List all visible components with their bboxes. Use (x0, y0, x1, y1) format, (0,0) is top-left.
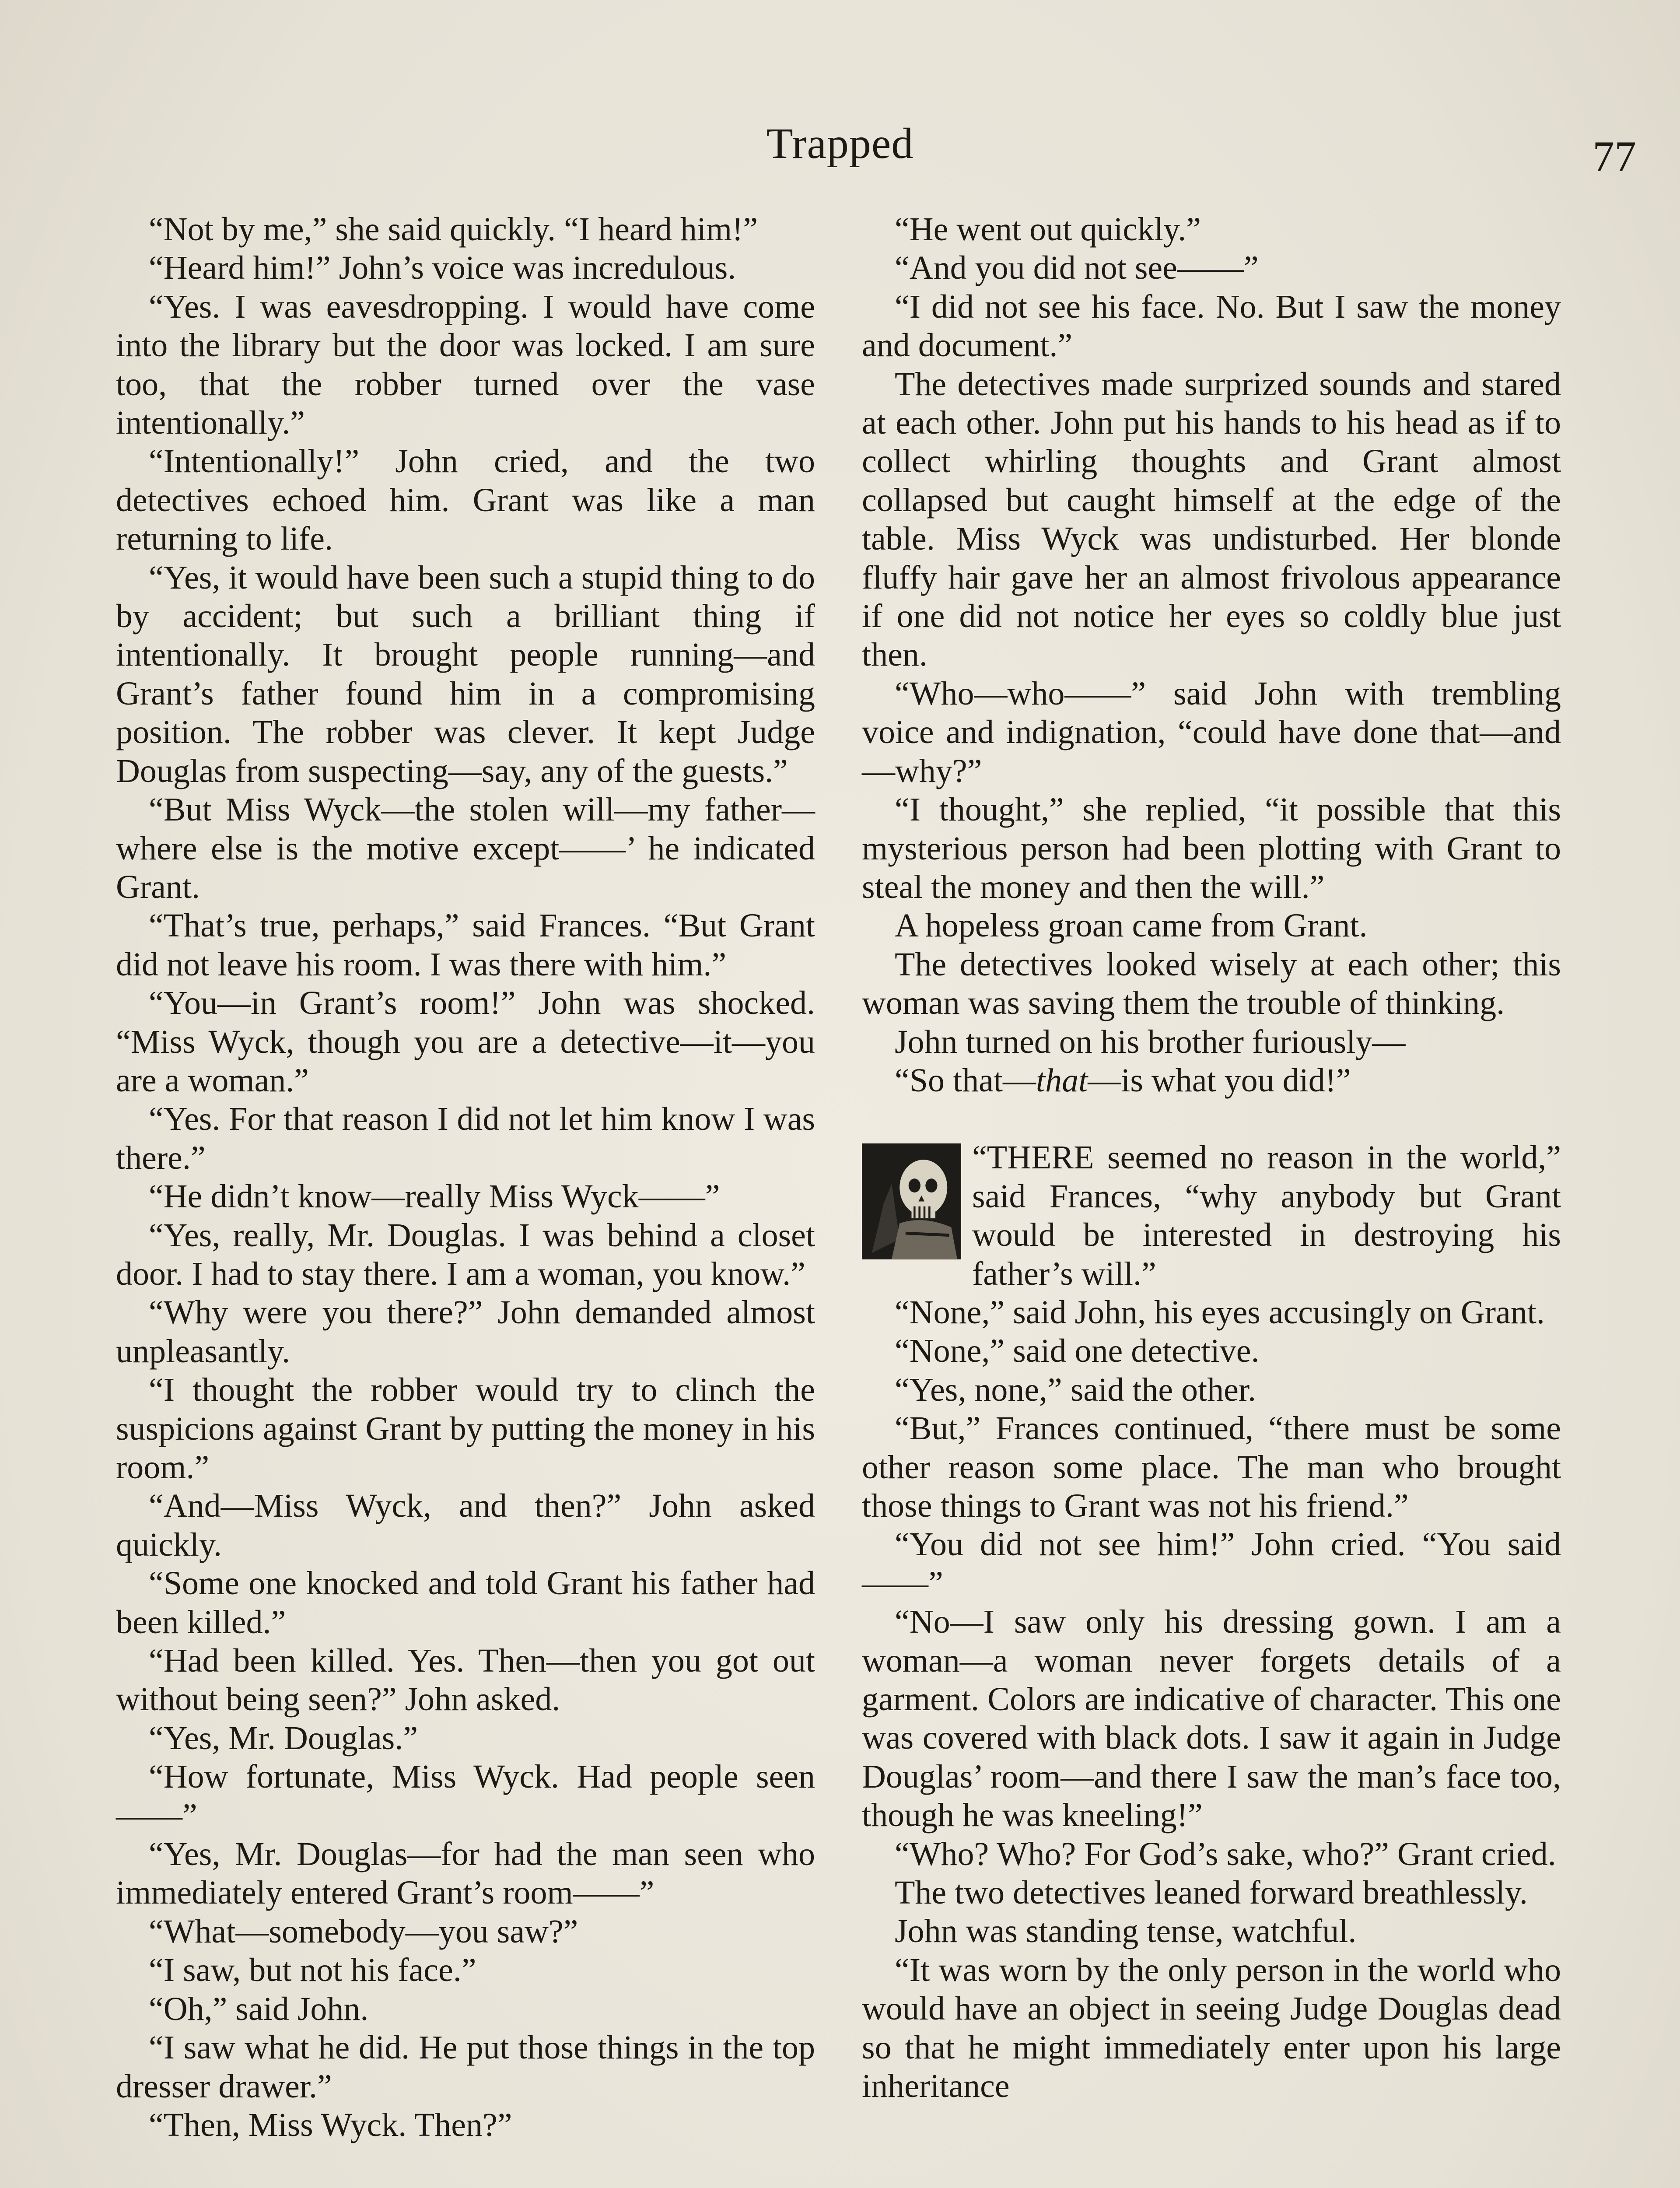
paragraph: “Intentionally!” John cried, and the two detectives echoed him. Grant was like a man returning to life. (116, 443, 815, 558)
paragraph: “You did not see him!” John cried. “You said——” (862, 1526, 1561, 1602)
paragraph: “I thought the robber would try to clinch the suspicions against Grant by putting the money in his room.” (116, 1371, 815, 1486)
paragraph: “No—I saw only his dressing gown. I am a woman—a woman never forgets details of a garment. Colors are indicative of character. This one was covered with black dots. I saw it again in Judge Douglas’ room—and there I saw the man’s face too, though he was kneeling!” (862, 1603, 1561, 1834)
paragraph: “Yes, really, Mr. Douglas. I was behind a closet door. I had to stay there. I am a woman, you know.” (116, 1217, 815, 1292)
paragraph: The detectives made surprized sounds and stared at each other. John put his hands to his head as if to collect whirling thoughts and Grant almost collapsed but caught himself at the edge of the table. Miss Wyck was undisturbed. Her blonde fluffy hair gave her an almost frivolous appearance if one did not notice her eyes so coldly blue just then. (862, 365, 1561, 673)
paragraph: “But Miss Wyck—the stolen will—my father—where else is the motive except——’ he indicated Grant. (116, 791, 815, 905)
paragraph: “Yes, it would have been such a stupid thing to do by accident; but such a brilliant thing if intentionally. It brought people running—and Grant’s father found him in a compromising position. The robber was clever. It kept Judge Douglas from suspecting—say, any of the guests.” (116, 559, 815, 789)
paragraph: “You—in Grant’s room!” John was shocked. “Miss Wyck, though you are a detective—it—you are a woman.” (116, 985, 815, 1099)
right-column (862, 210, 1561, 2106)
paragraph: The two detectives leaned forward breathlessly. (895, 1874, 1528, 1911)
paragraph: “I saw what he did. He put those things in the top dresser drawer.” (116, 2029, 815, 2105)
paragraph: “That’s true, perhaps,” said Frances. “But Grant did not leave his room. I was there with him.” (116, 907, 815, 983)
paragraph: “I saw, but not his face.” (149, 1952, 476, 1989)
running-title: Trapped (766, 119, 914, 168)
paragraph: “And—Miss Wyck, and then?” John asked quickly. (116, 1487, 815, 1563)
paragraph: “He didn’t know—really Miss Wyck——” (149, 1178, 720, 1215)
left-column (116, 210, 815, 2144)
paragraph: “Yes, Mr. Douglas—for had the man seen who immediately entered Grant’s room——” (116, 1836, 815, 1911)
paragraph: “But,” Frances continued, “there must be some other reason some place. The man who brought those things to Grant was not his friend.” (862, 1410, 1561, 1524)
paragraph: The detectives looked wisely at each other; this woman was saving them the trouble of thinking. (862, 946, 1561, 1022)
paragraph: A hopeless groan came from Grant. (895, 907, 1368, 944)
paragraph: “None,” said one detective. (895, 1332, 1260, 1370)
section-break (862, 1138, 1561, 1293)
paragraph: “None,” said John, his eyes accusingly on Grant. (895, 1294, 1545, 1331)
paragraph: “Heard him!” John’s voice was incredulous. (149, 249, 736, 287)
emphasis-text: that (1036, 1062, 1088, 1099)
paragraph: “Not by me,” she said quickly. “I heard him!” (149, 211, 758, 248)
page-number: 77 (1592, 132, 1636, 181)
dropcap-paragraph: “THERE seemed no reason in the world,” said Frances, “why anybody but Grant would be interested in destroying his father’s will.” (972, 1139, 1561, 1292)
skull-illustration-icon (862, 1143, 961, 1259)
paragraph: “Yes, none,” said the other. (895, 1371, 1256, 1408)
paragraph: “It was worn by the only person in the world who would have an object in seeing Judge Douglas dead so that he might immediately enter upon his large inheritance (862, 1951, 1561, 2105)
paragraph: “And you did not see——” (895, 249, 1259, 287)
paragraph: “How fortunate, Miss Wyck. Had people seen——” (116, 1758, 815, 1834)
paragraph: “What—somebody—you saw?” (149, 1913, 578, 1950)
text-span: “So that— (895, 1062, 1036, 1099)
paragraph: “Yes. I was eavesdropping. I would have come into the library but the door was locked. I am sure too, that the robber turned over the vase intentionally.” (116, 288, 815, 442)
paragraph: “Yes, Mr. Douglas.” (149, 1719, 418, 1757)
paragraph: John was standing tense, watchful. (895, 1913, 1357, 1950)
paragraph: “Who? Who? For God’s sake, who?” Grant cried. (895, 1835, 1556, 1872)
paragraph: “I did not see his face. No. But I saw the money and document.” (862, 288, 1561, 364)
paragraph: “Oh,” said John. (149, 1990, 369, 2027)
paragraph: “I thought,” she replied, “it possible that this mysterious person had been plotting with Grant to steal the money and then the will.” (862, 791, 1561, 905)
paragraph: “Then, Miss Wyck. Then?” (149, 2106, 512, 2143)
paragraph: “Had been killed. Yes. Then—then you got out without being seen?” John asked. (116, 1642, 815, 1718)
paragraph: John turned on his brother furiously— (895, 1023, 1406, 1060)
paragraph: “Why were you there?” John demanded almost unpleasantly. (116, 1294, 815, 1370)
paragraph-so-that (862, 1061, 1561, 1100)
text-span: —is what you did!” (1088, 1062, 1351, 1099)
paragraph: “Who—who——” said John with trembling voice and indignation, “could have done that—and—why?” (862, 675, 1561, 789)
paragraph: “Some one knocked and told Grant his father had been killed.” (116, 1565, 815, 1641)
paragraph: “He went out quickly.” (895, 211, 1201, 248)
paragraph: “Yes. For that reason I did not let him know I was there.” (116, 1101, 815, 1176)
